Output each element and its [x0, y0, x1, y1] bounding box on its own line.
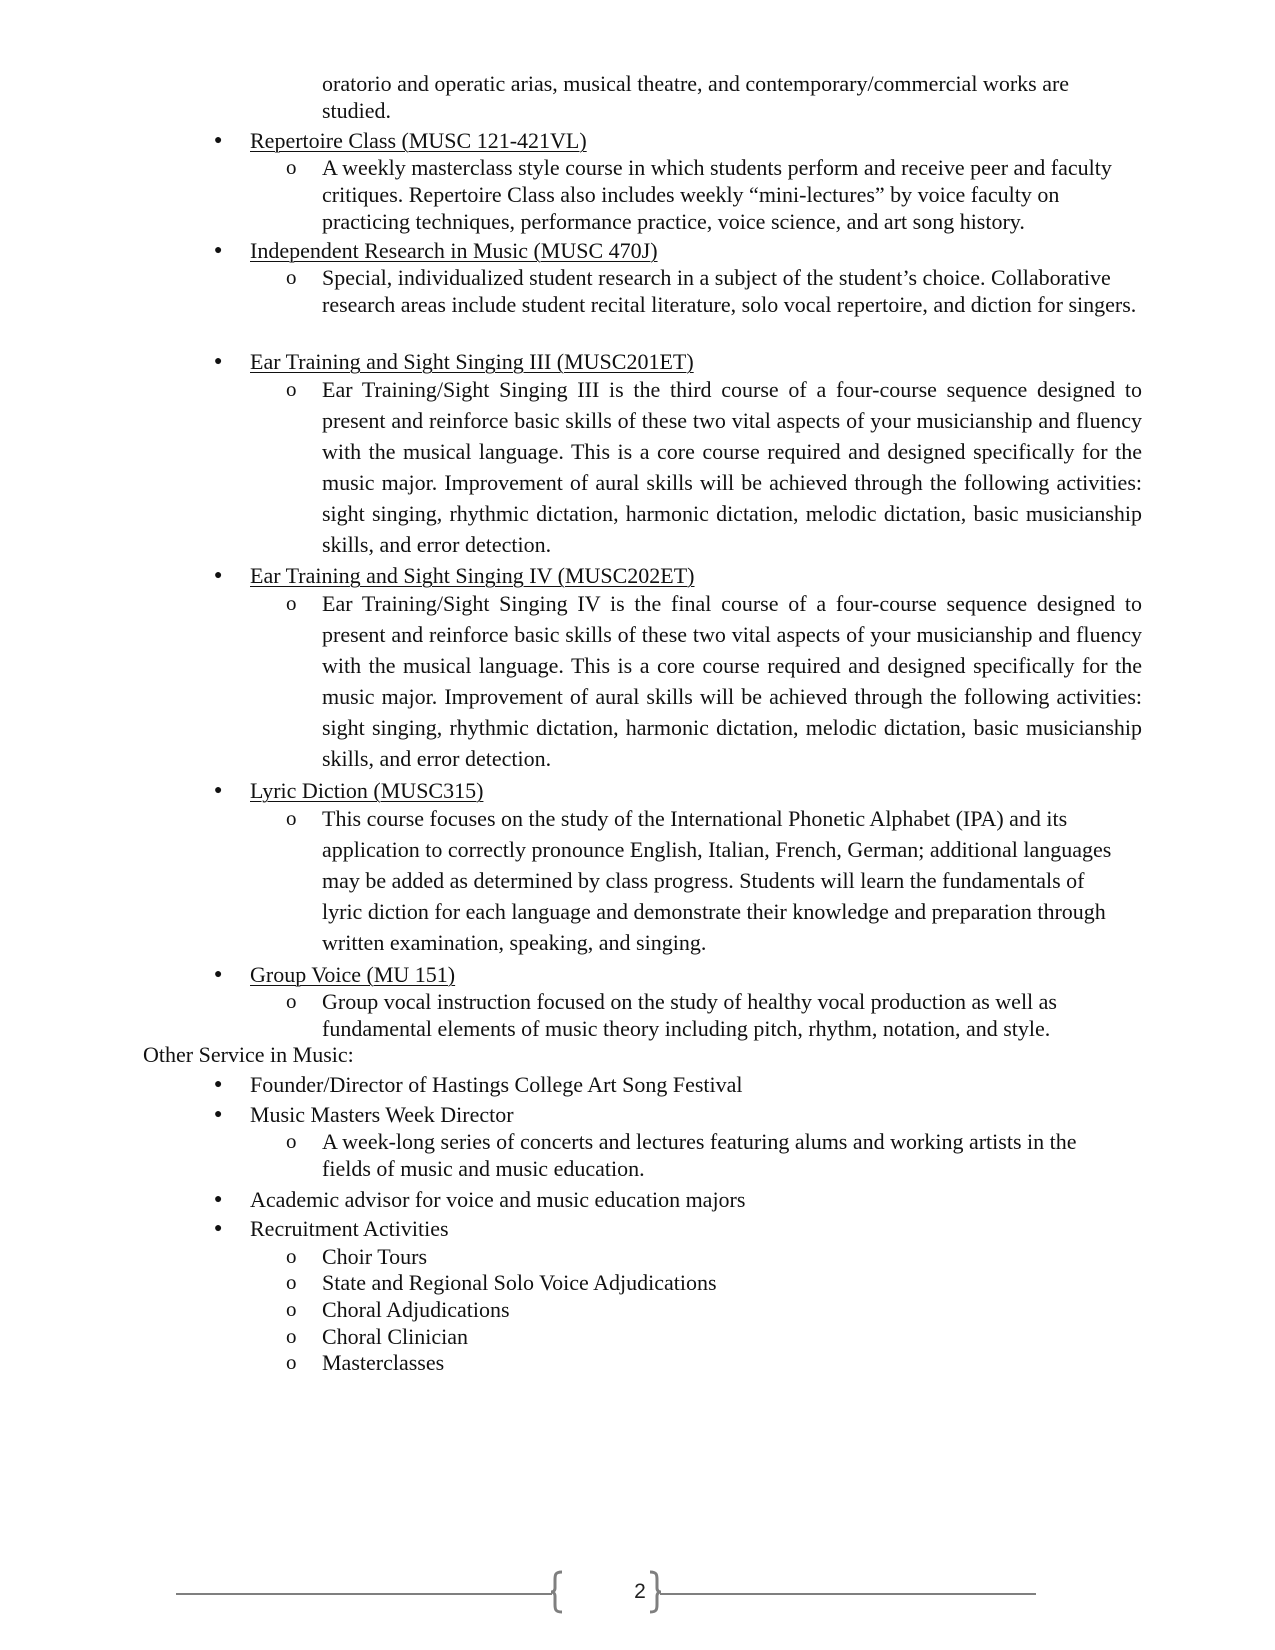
bullet-icon: ●: [214, 967, 223, 982]
sub-bullet-icon: o: [286, 155, 297, 179]
sub-bullet-icon: o: [286, 1350, 297, 1374]
bullet-icon: ●: [214, 133, 223, 148]
course-title: Ear Training and Sight Singing III (MUSC201ET): [250, 349, 694, 374]
bullet-icon: ●: [214, 1077, 223, 1092]
bullet-icon: ●: [214, 1107, 223, 1122]
recruitment-activity: Choral Adjudications: [322, 1297, 510, 1322]
course-description: Special, individualized student research in a subject of the student’s choice. Collaborative research areas include student recital literature, solo vocal repertoire, and diction for singers.: [322, 265, 1137, 317]
service-text: Founder/Director of Hastings College Art Song Festival: [250, 1072, 743, 1097]
bullet-icon: ●: [214, 243, 223, 258]
sub-bullet-icon: o: [286, 377, 297, 401]
right-bracket-icon: [648, 1570, 662, 1614]
recruitment-activity: Choir Tours: [322, 1244, 428, 1269]
section-heading: Other Service in Music:: [143, 1042, 354, 1067]
course-description: Ear Training/Sight Singing III is the third course of a four-course sequence designed to present and reinforce basic skills of these two vital aspects of your musicianship and fluency with the musical language. This is a core course required and designed specifically for the music major. Improvement of aural skills will be achieved through the following activities: sight singing, rhythmic dictation, harmonic dictation, melodic dictation, basic musicianship skills, and error detection.: [322, 377, 1142, 557]
intro-text: oratorio and operatic arias, musical theatre, and contemporary/commercial works are studied.: [322, 71, 1070, 123]
footer-rule-right: [660, 1593, 1036, 1595]
sub-bullet-icon: o: [286, 1129, 297, 1153]
course-description: Group vocal instruction focused on the study of healthy vocal production as well as fundamental elements of music theory including pitch, rhythm, notation, and style.: [322, 989, 1057, 1041]
service-text: Recruitment Activities: [250, 1216, 449, 1241]
sub-bullet-icon: o: [286, 989, 297, 1013]
sub-bullet-icon: o: [286, 1244, 297, 1268]
course-description: A weekly masterclass style course in which students perform and receive peer and faculty critiques. Repertoire Class also includes weekly “mini-lectures” by voice faculty on practicing techniques, performance practice, voice science, and art song history.: [322, 155, 1112, 234]
service-subtext: A week-long series of concerts and lectures featuring alums and working artists in the fields of music and music education.: [322, 1129, 1077, 1181]
recruitment-activity: Masterclasses: [322, 1350, 445, 1375]
bullet-icon: ●: [214, 1221, 223, 1236]
bullet-icon: ●: [214, 568, 223, 583]
service-text: Academic advisor for voice and music education majors: [250, 1187, 746, 1212]
sub-bullet-icon: o: [286, 1324, 297, 1348]
recruitment-activity: Choral Clinician: [322, 1324, 469, 1349]
sub-bullet-icon: o: [286, 591, 297, 615]
sub-bullet-icon: o: [286, 265, 297, 289]
course-description: This course focuses on the study of the International Phonetic Alphabet (IPA) and its application to correctly pronounce English, Italian, French, German; additional languages may be added as determined by class progress. Students will learn the fundamentals of lyric diction for each language and demonstrate their knowledge and preparation through written examination, speaking, and singing.: [322, 806, 1112, 955]
page-number: 2: [634, 1580, 646, 1603]
course-title: Repertoire Class (MUSC 121-421VL): [250, 128, 587, 153]
course-description: Ear Training/Sight Singing IV is the final course of a four-course sequence designed to present and reinforce basic skills of these two vital aspects of your musicianship and fluency with the musical language. This is a core course required and designed specifically for the music major. Improvement of aural skills will be achieved through the following activities: sight singing, rhythmic dictation, harmonic dictation, melodic dictation, basic musicianship skills, and error detection.: [322, 591, 1142, 771]
course-title: Group Voice (MU 151): [250, 962, 456, 987]
bullet-icon: ●: [214, 1192, 223, 1207]
footer-rule-left: [176, 1593, 552, 1595]
bullet-icon: ●: [214, 783, 223, 798]
course-title: Independent Research in Music (MUSC 470J): [250, 238, 658, 263]
bullet-icon: ●: [214, 354, 223, 369]
intro-continuation: [322, 70, 1122, 124]
sub-bullet-icon: o: [286, 1297, 297, 1321]
left-bracket-icon: [550, 1570, 564, 1614]
course-title: Lyric Diction (MUSC315): [250, 778, 484, 803]
recruitment-activity: State and Regional Solo Voice Adjudications: [322, 1270, 717, 1295]
course-title: Ear Training and Sight Singing IV (MUSC202ET): [250, 563, 695, 588]
service-text: Music Masters Week Director: [250, 1102, 514, 1127]
sub-bullet-icon: o: [286, 806, 297, 830]
sub-bullet-icon: o: [286, 1270, 297, 1294]
